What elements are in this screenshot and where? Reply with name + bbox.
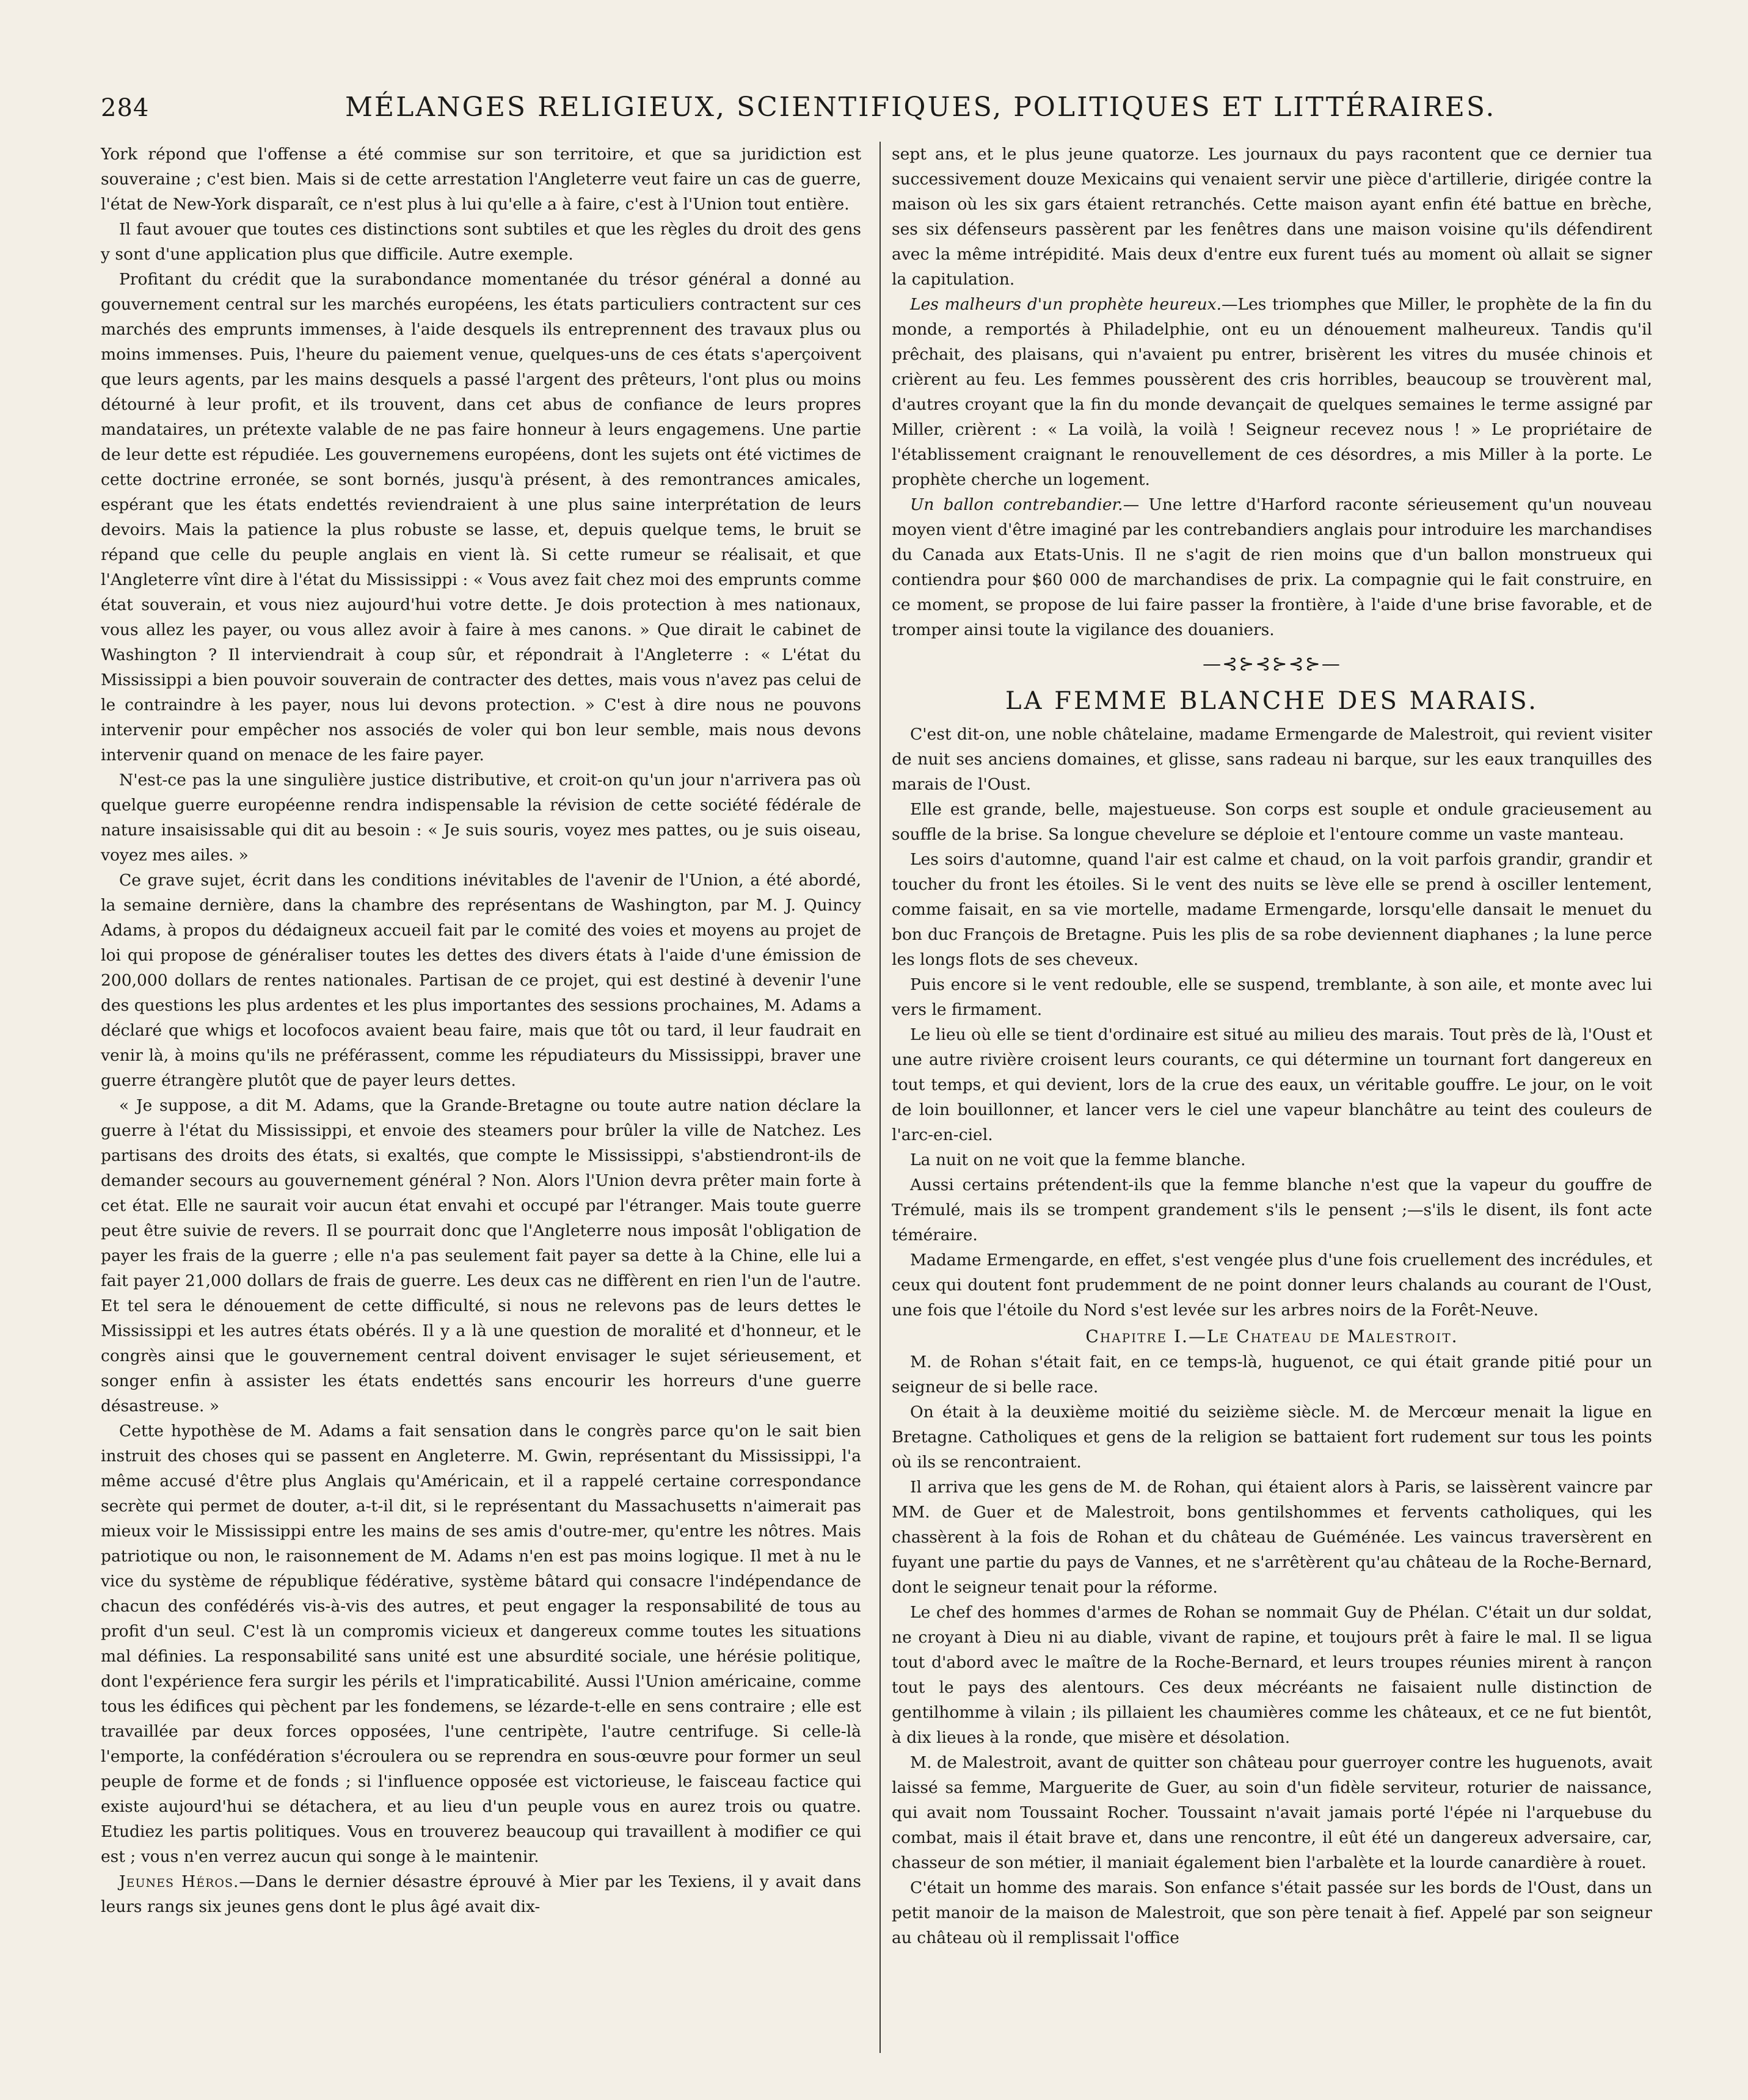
- news-item-ballon: [892, 492, 1652, 642]
- paragraph: C'était un homme des marais. Son enfance s'était passée sur les bords de l'Oust, dans un petit manoir de la maison de Malestroit, que son père tenait à fief. Appelé par son seigneur au château où il remplissait l'office: [892, 1878, 1652, 1947]
- news-item-text: —Dans le dernier désastre éprouvé à Mier par les Texiens, il y avait dans leurs rangs six jeunes gens dont le plus âgé avait dix-: [101, 1872, 861, 1916]
- news-item-prophete: [892, 292, 1652, 492]
- paragraph: sept ans, et le plus jeune quatorze. Les journaux du pays racontent que ce dernier tua successivement douze Mexicains qui venaient servir une pièce d'artillerie, dirigée contre la maison où les six gars étaient retranchés. Cette maison ayant enfin été battue en brèche, ses six défenseurs passèrent par les fenêtres dans une maison voisine qu'ils défendirent avec la même intrépidité. Mais deux d'entre eux furent tués au moment où allait se signer la capitulation.: [892, 145, 1652, 289]
- paragraph: Le lieu où elle se tient d'ordinaire est situé au milieu des marais. Tout près de là, l'Oust et une autre rivière croisent leurs courants, ce qui détermine un tournant fort dangereux en tout temps, et qui devient, lors de la crue des eaux, un véritable gouffre. Le jour, on le voit de loin bouillonner, et lancer vers le ciel une vapeur blanchâtre au teint des couleurs de l'arc-en-ciel.: [892, 1025, 1652, 1144]
- story-title: LA FEMME BLANCHE DES MARAIS.: [1005, 687, 1539, 715]
- news-item-jeunes-heros: [101, 1869, 861, 1919]
- paragraph: M. de Malestroit, avant de quitter son château pour guerroyer contre les huguenots, avait laissé sa femme, Marguerite de Guer, au soin d'un fidèle serviteur, roturier de naissance, qui avait nom Toussaint Rocher. Toussaint n'avait jamais porté l'épée ni l'arquebuse du combat, mais il était brave et, dans une rencontre, il eût été un dangereux adversaire, car, chasseur de son métier, il maniait également bien l'arbalète et la lourde canardière à rouet.: [892, 1753, 1652, 1872]
- left-column: [101, 142, 861, 1919]
- paragraph: N'est-ce pas la une singulière justice distributive, et croit-on qu'un jour n'arrivera pas où quelque guerre européenne rendra indispensable la révision de cette société fédérale de nature insaisissable qui dit au besoin : « Je suis souris, voyez mes pattes, ou je suis oiseau, voyez mes ailes. »: [101, 771, 861, 865]
- paragraph: Aussi certains prétendent-ils que la femme blanche n'est que la vapeur du gouffre de Trémulé, mais ils se trompent grandement s'ils le pensent ;—s'ils le disent, ils font acte téméraire.: [892, 1175, 1652, 1244]
- paragraph: Il faut avouer que toutes ces distinctions sont subtiles et que les règles du droit des gens y sont d'une application plus que difficile. Autre exemple.: [101, 220, 861, 264]
- paragraph: Elle est grande, belle, majestueuse. Son corps est souple et ondule gracieusement au souffle de la brise. Sa longue chevelure se déploie et l'entoure comme un vaste manteau.: [892, 800, 1652, 844]
- paragraph: C'est dit-on, une noble châtelaine, madame Ermengarde de Malestroit, qui revient visiter de nuit ses anciens domaines, et glisse, sans radeau ni barque, sur les eaux tranquilles des marais de l'Oust.: [892, 725, 1652, 794]
- page-number: 284: [101, 94, 150, 122]
- paragraph: Le chef des hommes d'armes de Rohan se nommait Guy de Phélan. C'était un dur soldat, ne croyant à Dieu ni au diable, vivant de rapine, et toujours prêt à faire le mal. Il se ligua tout d'abord avec le maître de la Roche-Bernard, et leurs troupes réunies mirent à rançon tout le pays des alentours. Ces deux mécréants ne faisaient nulle distinction de gentilhomme à vilain ; ils pillaient les chaumières comme les châteaux, et ce ne fut bientôt, à dix lieues à la ronde, que misère et désolation.: [892, 1603, 1652, 1747]
- news-item-lead: Jeunes Héros.: [119, 1872, 239, 1891]
- news-item-text: —Les triomphes que Miller, le prophète de la fin du monde, a remportés à Philadelphie, ont eu un dénouement malheureux. Tandis qu'il prêchait, des plaisans, qui n'avaient pu entrer, brisèrent les vitres du musée chinois et crièrent au feu. Les femmes poussèrent des cris horribles, beaucoup se trouvèrent mal, d'autres croyant que la fin du monde devançait de quelques semaines le terme assigné par Miller, crièrent : « La voilà, la voilà ! Seigneur recevez nous ! » Le propriétaire de l'établissement craignant le renouvellement de ces désordres, a mis Miller à la porte. Le prophète cherche un logement.: [892, 295, 1652, 489]
- paragraph: Madame Ermengarde, en effet, s'est vengée plus d'une fois cruellement des incrédules, et ceux qui doutent font prudemment de ne point donner leurs chalands au courant de l'Oust, une fois que l'étoile du Nord s'est levée sur les arbres noirs de la Forêt-Neuve.: [892, 1251, 1652, 1320]
- paragraph: On était à la deuxième moitié du seizième siècle. M. de Mercœur menait la ligue en Bretagne. Catholiques et gens de la religion se battaient fort rudement sur tous les points où ils se rencontraient.: [892, 1403, 1652, 1472]
- right-column: [892, 142, 1652, 1950]
- paragraph: Il arriva que les gens de M. de Rohan, qui étaient alors à Paris, se laissèrent vaincre par MM. de Guer et de Malestroit, bons gentilshommes et fervents catholiques, qui les chassèrent à la fois de Rohan et du château de Guéménée. Les vaincus traversèrent en fuyant une partie du pays de Vannes, et ne s'arrêtèrent qu'au château de la Roche-Bernard, dont le seigneur tenait pour la réforme.: [892, 1478, 1652, 1597]
- paragraph: Puis encore si le vent redouble, elle se suspend, tremblante, à son aile, et monte avec lui vers le firmament.: [892, 975, 1652, 1019]
- paragraph: Cette hypothèse de M. Adams a fait sensation dans le congrès parce qu'on le sait bien instruit des choses qui se passent en Angleterre. M. Gwin, représentant du Mississippi, l'a même accusé d'être plus Anglais qu'Américain, et il a rappelé certaine correspondance secrète qui permet de douter, a-t-il dit, si le représentant du Massachusetts n'aimerait pas mieux voir le Mississippi entre les mains de ses amis d'outre-mer, qu'entre les nôtres. Mais patriotique ou non, le raisonnement de M. Adams n'en est pas moins logique. Il met à nu le vice du système de république fédérative, système bâtard qui consacre l'indépendance de chacun des confédérés vis-à-vis des autres, et peut engager la responsabilité de tous au profit d'un seul. C'est là un compromis vicieux et dangereux comme toutes les situations mal définies. La responsabilité sans unité est une absurdité sociale, une hérésie politique, dont l'expérience fera surgir les périls et l'impraticabilité. Aussi l'Union américaine, comme tous les édifices qui pèchent par les fondemens, se lézarde-t-elle en sens contraire ; elle est travaillée par deux forces opposées, l'une centripète, l'autre centrifuge. Si celle-là l'emporte, la confédération s'écroulera ou se reprendra en sous-œuvre pour former un seul peuple de forme et de fonds ; si l'influence opposée est victorieuse, le faisceau factice qui existe aujourd'hui se détachera, et au lieu d'un peuple vous en aurez trois ou quatre. Etudiez les partis politiques. Vous en trouverez beaucoup qui travaillent à modifier ce qui est ; vous n'en verrez aucun qui songe à le maintenir.: [101, 1422, 861, 1866]
- running-head: [101, 92, 1669, 129]
- column-divider: [879, 142, 881, 2053]
- ornament-divider: —⊰⊱⊰⊱⊰⊱—: [1203, 653, 1341, 675]
- paragraph: Ce grave sujet, écrit dans les conditions inévitables de l'avenir de l'Union, a été abordé, la semaine dernière, dans la chambre des représentans de Washington, par M. J. Quincy Adams, à propos du dédaigneux accueil fait par le comité des voies et moyens au projet de loi qui propose de généraliser toutes les dettes des divers états à l'aide d'une émission de 200,000 dollars de rentes nationales. Partisan de ce projet, qui est destiné à devenir l'une des questions les plus ardentes et les plus importantes des sessions prochaines, M. Adams a déclaré que whigs et locofocos avaient beau faire, mais que tôt ou tard, il leur faudrait en venir là, à moins qu'ils ne préférassent, comme les répudiateurs du Mississippi, braver une guerre étrangère plutôt que de payer leurs dettes.: [101, 871, 861, 1090]
- news-item-lead: Les malheurs d'un prophète heureux.: [910, 295, 1222, 314]
- paragraph: La nuit on ne voit que la femme blanche.: [910, 1150, 1246, 1169]
- news-item-lead: Un ballon contrebandier.: [910, 495, 1123, 514]
- paragraph: York répond que l'offense a été commise sur son territoire, et que sa juridiction est souveraine ; c'est bien. Mais si de cette arrestation l'Angleterre veut faire un cas de guerre, l'état de New-York disparaît, ce n'est plus à lui qu'elle a à faire, c'est à l'Union tout entière.: [101, 145, 861, 214]
- paragraph: Les soirs d'automne, quand l'air est calme et chaud, on la voit parfois grandir, grandir et toucher du front les étoiles. Si le vent des nuits se lève elle se prend à osciller lentement, comme faisait, en sa vie mortelle, madame Ermengarde, lorsqu'elle dansait le menuet du bon duc François de Bretagne. Puis les plis de sa robe deviennent diaphanes ; la lune perce les longs flots de ses cheveux.: [892, 850, 1652, 969]
- news-item-text: — Une lettre d'Harford raconte sérieusement qu'un nouveau moyen vient d'être imaginé par les contrebandiers anglais pour introduire les marchandises du Canada aux Etats-Unis. Il ne s'agit de rien moins que d'un ballon monstrueux qui contiendra pour $60 000 de marchandises de prix. La compagnie qui le fait construire, en ce moment, se propose de lui faire passer la frontière, à l'aide d'une brise favorable, et de tromper ainsi toute la vigilance des douaniers.: [892, 495, 1652, 639]
- chapter-title: Chapitre I.—Le Chateau de Malestroit.: [1085, 1326, 1458, 1346]
- paragraph: « Je suppose, a dit M. Adams, que la Grande-Bretagne ou toute autre nation déclare la guerre à l'état du Mississippi, et envoie des steamers pour brûler la ville de Natchez. Les partisans des droits des états, si exaltés, que compte le Mississippi, s'abstiendront-ils de demander secours au gouvernement général ? Non. Alors l'Union devra prêter main forte à cet état. Elle ne saurait voir aucun état envahi et occupé par l'étranger. Mais toute guerre peut être suivie de revers. Il se pourrait donc que l'Angleterre nous imposât l'obligation de payer les frais de la guerre ; elle n'a pas seulement fait payer sa dette à la Chine, elle lui a fait payer 21,000 dollars de frais de guerre. Les deux cas ne diffèrent en rien l'un de l'autre. Et tel sera le dénouement de cette difficulté, si nous ne relevons pas de leurs dettes le Mississippi et les autres états obérés. Il y a là une question de moralité et d'honneur, et le congrès ainsi que le gouvernement central doivent envisager le sujet sérieusement, et songer enfin à assister les états endettés sans encourir les horreurs d'une guerre désastreuse. »: [101, 1096, 861, 1415]
- paragraph: Profitant du crédit que la surabondance momentanée du trésor général a donné au gouvernement central sur les marchés européens, les états particuliers contractent sur ces marchés des emprunts immenses, à l'aide desquels ils entreprennent des travaux plus ou moins immenses. Puis, l'heure du paiement venue, quelques-uns de ces états s'aperçoivent que leurs agents, par les mains desquels a passé l'argent des prêteurs, l'ont plus ou moins détourné à leur profit, et ils trouvent, dans cet abus de confiance de leurs propres mandataires, un prétexte valable de ne pas faire honneur à leurs engagemens. Une partie de leur dette est répudiée. Les gouvernemens européens, dont les sujets ont été victimes de cette doctrine erronée, se sont bornés, jusqu'à présent, à des remontrances amicales, espérant que les états endettés reviendraient à une plus saine interprétation de leurs devoirs. Mais la patience la plus robuste se lasse, et, depuis quelque tems, le bruit se répand que celle du peuple anglais en vient là. Si cette rumeur se réalisait, et que l'Angleterre vînt dire à l'état du Mississippi : « Vous avez fait chez moi des emprunts comme état souverain, et vous niez aujourd'hui votre dette. Je dois protection à mes nationaux, vous allez les payer, ou vous allez avoir à faire à mes canons. » Que dirait le cabinet de Washington ? Il interviendrait à coup sûr, et répondrait à l'Angleterre : « L'état du Mississippi a bien pouvoir souverain de contracter des dettes, mais vous n'avez pas celui de le contraindre à les payer, nous lui devons protection. » C'est à dire nous ne pouvons intervenir pour empêcher nos associés de voler qui bon leur semble, mais nous devons intervenir quand on menace de les faire payer.: [101, 270, 861, 765]
- paragraph: M. de Rohan s'était fait, en ce temps-là, huguenot, ce qui était grande pitié pour un seigneur de si belle race.: [892, 1353, 1652, 1397]
- journal-title: MÉLANGES RELIGIEUX, SCIENTIFIQUES, POLITIQUES ET LITTÉRAIRES.: [345, 92, 1496, 123]
